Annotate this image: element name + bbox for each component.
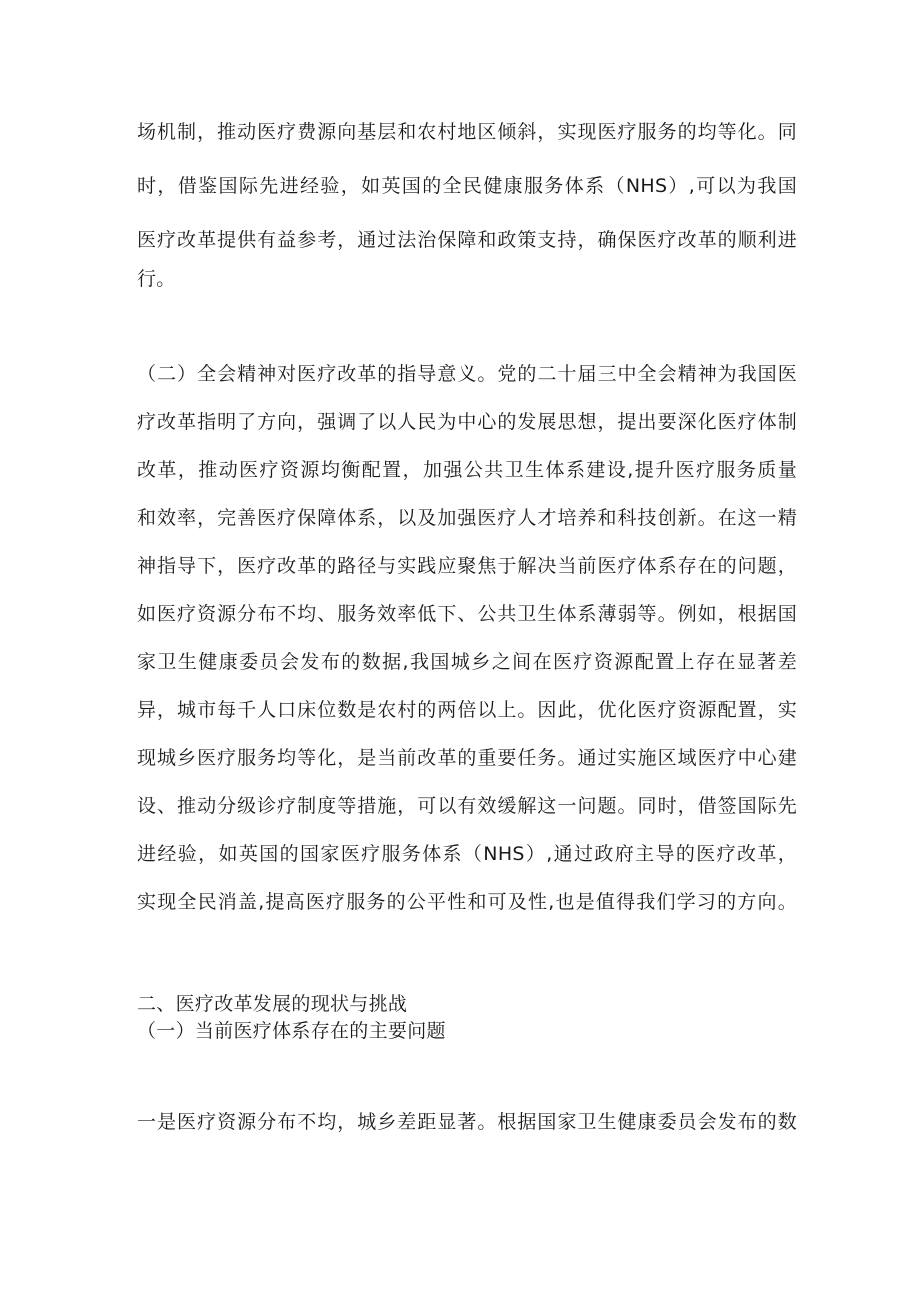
paragraph-2-line-6: 如医疗资源分布不均、服务效率低下、公共卫生体系薄弱等。例如，根据国 <box>137 603 797 625</box>
paragraph-2-line-2: 疗改革指明了方向，强调了以人民为中心的发展思想，提出要深化医疗体制 <box>137 411 797 433</box>
paragraph-2-line-4: 和效率，完善医疗保障体系，以及加强医疗人才培养和科技创新。在这一精 <box>137 507 797 529</box>
paragraph-2-line-7: 家卫生健康委员会发布的数据,我国城乡之间在医疗资源配置上存在显著差 <box>137 651 797 673</box>
paragraph-3-line-1: 一是医疗资源分布不均，城乡差距显著。根据国家卫生健康委员会发布的数 <box>137 1111 797 1133</box>
paragraph-1-line-2: 时，借鉴国际先进经验，如英国的全民健康服务体系（NHS）,可以为我国 <box>137 175 797 197</box>
paragraph-2-line-1: （二）全会精神对医疗改革的指导意义。党的二十届三中全会精神为我国医 <box>137 363 797 385</box>
paragraph-2-line-3: 改革，推动医疗资源均衡配置，加强公共卫生体系建设,提升医疗服务质量 <box>137 459 797 481</box>
paragraph-2-line-5: 神指导下，医疗改革的路径与实践应聚焦于解决当前医疗体系存在的问题， <box>137 555 797 577</box>
paragraph-2-line-10: 设、推动分级诊疗制度等措施，可以有效缓解这一问题。同时，借签国际先 <box>137 795 797 817</box>
paragraph-2-line-9: 现城乡医疗服务均等化，是当前改革的重要任务。通过实施区域医疗中心建 <box>137 747 797 769</box>
paragraph-1-line-1: 场机制，推动医疗费源向基层和农村地区倾斜，实现医疗服务的均等化。同 <box>137 121 797 143</box>
paragraph-2-line-8: 异，城市每千人口床位数是农村的两倍以上。因此，优化医疗资源配置，实 <box>137 699 797 721</box>
section-heading: 二、医疗改革发展的现状与挑战 <box>137 993 408 1015</box>
paragraph-1-line-3: 医疗改革提供有益参考，通过法治保障和政策支持，确保医疗改革的顺利进 <box>137 229 797 251</box>
subsection-heading: （一）当前医疗体系存在的主要问题 <box>137 1020 446 1042</box>
paragraph-2-line-11: 进经验，如英国的国家医疗服务体系（NHS）,通过政府主导的医疗改革， <box>137 843 797 865</box>
paragraph-1-line-4: 行。 <box>137 268 176 290</box>
paragraph-2-line-12: 实现全民消盖,提高医疗服务的公平性和可及性,也是值得我们学习的方向。 <box>137 891 797 913</box>
